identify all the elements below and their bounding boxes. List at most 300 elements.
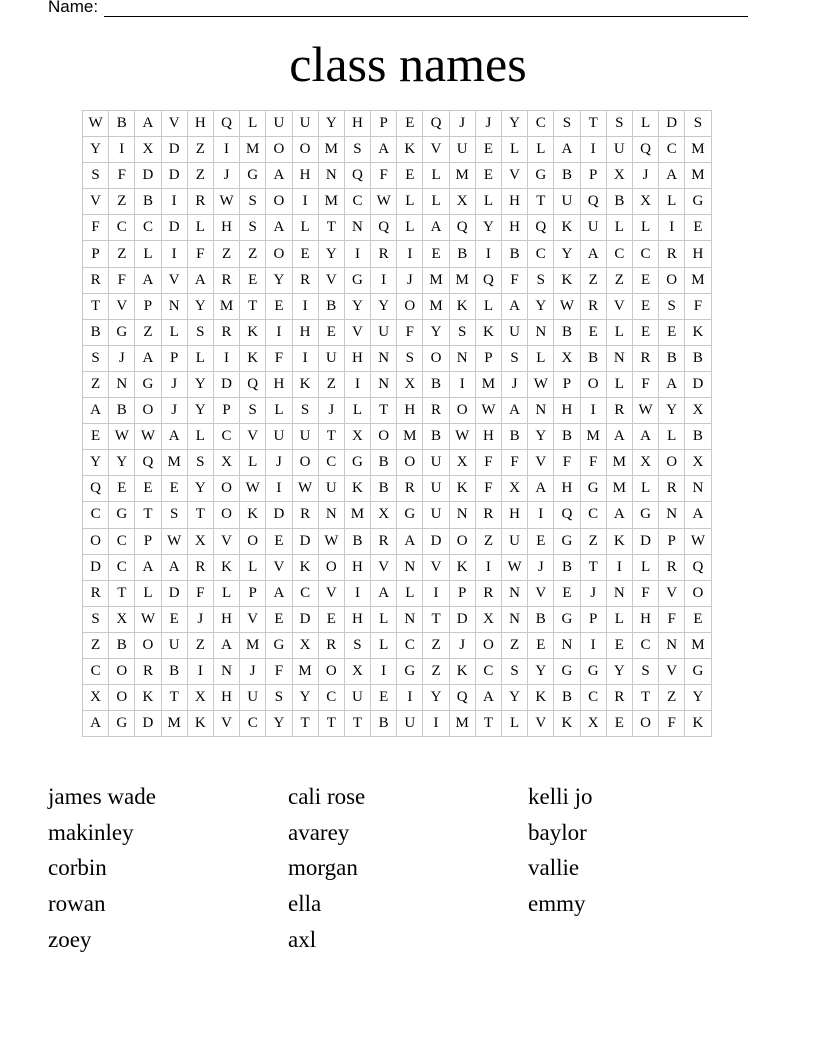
name-label: Name: bbox=[48, 0, 99, 16]
grid-cell: I bbox=[580, 137, 606, 163]
grid-cell: F bbox=[632, 371, 658, 397]
grid-cell: O bbox=[397, 293, 423, 319]
grid-cell: B bbox=[83, 319, 109, 345]
grid-cell: U bbox=[266, 111, 292, 137]
grid-cell: K bbox=[554, 215, 580, 241]
grid-cell: G bbox=[109, 502, 135, 528]
word-list-item: avarey bbox=[288, 819, 350, 845]
grid-cell: G bbox=[554, 658, 580, 684]
grid-cell: N bbox=[109, 371, 135, 397]
grid-cell: K bbox=[685, 711, 711, 737]
grid-cell: G bbox=[266, 632, 292, 658]
grid-cell: H bbox=[213, 606, 239, 632]
grid-row bbox=[83, 502, 712, 528]
grid-cell: C bbox=[344, 189, 370, 215]
grid-cell: I bbox=[580, 398, 606, 424]
grid-cell: O bbox=[449, 398, 475, 424]
word-list-item: vallie bbox=[528, 855, 580, 881]
grid-cell: G bbox=[685, 658, 711, 684]
grid-cell: G bbox=[135, 371, 161, 397]
grid-cell: W bbox=[318, 528, 344, 554]
grid-cell: T bbox=[83, 293, 109, 319]
grid-cell: L bbox=[475, 189, 501, 215]
grid-cell: O bbox=[475, 632, 501, 658]
grid-cell: J bbox=[318, 398, 344, 424]
grid-cell: K bbox=[240, 319, 266, 345]
grid-row bbox=[83, 554, 712, 580]
grid-cell: L bbox=[187, 424, 213, 450]
grid-cell: V bbox=[240, 606, 266, 632]
grid-cell: Y bbox=[344, 293, 370, 319]
grid-cell: U bbox=[423, 502, 449, 528]
grid-cell: Z bbox=[475, 528, 501, 554]
grid-cell: V bbox=[109, 293, 135, 319]
grid-cell: C bbox=[109, 215, 135, 241]
grid-cell: N bbox=[344, 215, 370, 241]
grid-cell: P bbox=[161, 345, 187, 371]
grid-cell: A bbox=[423, 215, 449, 241]
word-list-item: kelli jo bbox=[528, 784, 593, 809]
grid-cell: I bbox=[344, 241, 370, 267]
grid-cell: R bbox=[213, 319, 239, 345]
grid-cell: A bbox=[528, 476, 554, 502]
grid-cell: C bbox=[135, 215, 161, 241]
grid-cell: R bbox=[187, 554, 213, 580]
grid-cell: S bbox=[187, 450, 213, 476]
grid-cell: G bbox=[528, 163, 554, 189]
grid-cell: J bbox=[187, 606, 213, 632]
grid-cell: Z bbox=[187, 632, 213, 658]
grid-cell: E bbox=[554, 580, 580, 606]
grid-row bbox=[83, 189, 712, 215]
grid-cell: I bbox=[580, 632, 606, 658]
grid-cell: L bbox=[632, 476, 658, 502]
grid-cell: V bbox=[659, 580, 685, 606]
grid-cell: X bbox=[109, 606, 135, 632]
grid-cell: G bbox=[685, 189, 711, 215]
grid-cell: B bbox=[685, 424, 711, 450]
grid-cell: O bbox=[632, 711, 658, 737]
grid-cell: F bbox=[659, 606, 685, 632]
grid-cell: Z bbox=[580, 267, 606, 293]
grid-cell: P bbox=[659, 528, 685, 554]
grid-cell: G bbox=[397, 658, 423, 684]
grid-cell: B bbox=[371, 711, 397, 737]
grid-cell: A bbox=[371, 137, 397, 163]
grid-cell: U bbox=[554, 189, 580, 215]
name-field bbox=[48, 0, 748, 17]
grid-cell: K bbox=[606, 528, 632, 554]
grid-cell: Z bbox=[659, 685, 685, 711]
grid-cell: A bbox=[266, 580, 292, 606]
grid-cell: V bbox=[606, 293, 632, 319]
grid-cell: I bbox=[213, 137, 239, 163]
grid-cell: H bbox=[213, 215, 239, 241]
grid-cell: D bbox=[161, 215, 187, 241]
name-underline bbox=[104, 0, 748, 17]
grid-cell: X bbox=[580, 711, 606, 737]
grid-cell: Y bbox=[528, 293, 554, 319]
grid-cell: B bbox=[554, 319, 580, 345]
grid-cell: J bbox=[161, 398, 187, 424]
grid-cell: M bbox=[318, 137, 344, 163]
grid-cell: T bbox=[240, 293, 266, 319]
grid-cell: E bbox=[580, 319, 606, 345]
grid-cell: E bbox=[685, 215, 711, 241]
grid-cell: J bbox=[632, 163, 658, 189]
grid-cell: S bbox=[240, 215, 266, 241]
grid-cell: W bbox=[502, 554, 528, 580]
grid-cell: A bbox=[606, 424, 632, 450]
grid-cell: Z bbox=[606, 267, 632, 293]
grid-cell: N bbox=[213, 658, 239, 684]
grid-cell: A bbox=[685, 502, 711, 528]
grid-cell: I bbox=[528, 502, 554, 528]
grid-cell: B bbox=[554, 424, 580, 450]
grid-cell: A bbox=[266, 163, 292, 189]
grid-cell: B bbox=[109, 398, 135, 424]
grid-cell: O bbox=[449, 528, 475, 554]
grid-cell: L bbox=[528, 137, 554, 163]
grid-cell: W bbox=[371, 189, 397, 215]
grid-cell: M bbox=[161, 450, 187, 476]
grid-cell: X bbox=[344, 658, 370, 684]
grid-cell: Z bbox=[187, 163, 213, 189]
grid-cell: H bbox=[502, 502, 528, 528]
grid-cell: R bbox=[632, 345, 658, 371]
grid-cell: N bbox=[528, 398, 554, 424]
grid-cell: E bbox=[606, 711, 632, 737]
grid-cell: C bbox=[83, 658, 109, 684]
grid-cell: L bbox=[659, 189, 685, 215]
grid-cell: L bbox=[344, 398, 370, 424]
word-list-item: baylor bbox=[528, 819, 587, 845]
grid-cell: Q bbox=[685, 554, 711, 580]
grid-cell: P bbox=[83, 241, 109, 267]
grid-cell: B bbox=[344, 528, 370, 554]
grid-cell: N bbox=[318, 502, 344, 528]
grid-cell: F bbox=[475, 450, 501, 476]
grid-cell: N bbox=[371, 371, 397, 397]
grid-cell: O bbox=[266, 241, 292, 267]
grid-cell: L bbox=[213, 580, 239, 606]
grid-cell: J bbox=[449, 111, 475, 137]
grid-cell: K bbox=[449, 658, 475, 684]
grid-cell: M bbox=[580, 424, 606, 450]
grid-cell: C bbox=[83, 502, 109, 528]
grid-cell: A bbox=[83, 711, 109, 737]
grid-cell: Y bbox=[187, 371, 213, 397]
grid-cell: C bbox=[606, 241, 632, 267]
grid-cell: Y bbox=[187, 293, 213, 319]
grid-cell: A bbox=[554, 137, 580, 163]
grid-cell: R bbox=[292, 502, 318, 528]
grid-cell: B bbox=[502, 424, 528, 450]
grid-cell: N bbox=[528, 319, 554, 345]
grid-cell: Z bbox=[109, 189, 135, 215]
grid-cell: O bbox=[109, 685, 135, 711]
grid-cell: S bbox=[83, 606, 109, 632]
grid-cell: V bbox=[213, 528, 239, 554]
grid-cell: Q bbox=[449, 685, 475, 711]
grid-cell: E bbox=[528, 528, 554, 554]
grid-cell: U bbox=[240, 685, 266, 711]
grid-cell: N bbox=[397, 606, 423, 632]
grid-cell: R bbox=[371, 241, 397, 267]
grid-cell: O bbox=[266, 189, 292, 215]
grid-cell: W bbox=[475, 398, 501, 424]
grid-cell: H bbox=[502, 215, 528, 241]
grid-cell: U bbox=[580, 215, 606, 241]
grid-cell: A bbox=[135, 345, 161, 371]
grid-cell: Y bbox=[528, 424, 554, 450]
grid-cell: O bbox=[318, 554, 344, 580]
grid-cell: F bbox=[580, 450, 606, 476]
grid-cell: U bbox=[292, 111, 318, 137]
grid-cell: U bbox=[502, 528, 528, 554]
grid-cell: L bbox=[606, 606, 632, 632]
grid-cell: B bbox=[135, 189, 161, 215]
grid-cell: S bbox=[685, 111, 711, 137]
grid-cell: W bbox=[240, 476, 266, 502]
grid-cell: I bbox=[475, 554, 501, 580]
grid-cell: B bbox=[371, 450, 397, 476]
grid-cell: L bbox=[266, 398, 292, 424]
grid-cell: E bbox=[632, 293, 658, 319]
grid-row bbox=[83, 632, 712, 658]
grid-cell: F bbox=[659, 711, 685, 737]
grid-cell: Y bbox=[502, 685, 528, 711]
grid-cell: R bbox=[187, 189, 213, 215]
grid-cell: Y bbox=[423, 685, 449, 711]
grid-cell: C bbox=[240, 711, 266, 737]
grid-cell: L bbox=[187, 215, 213, 241]
grid-cell: F bbox=[187, 241, 213, 267]
grid-cell: Y bbox=[475, 215, 501, 241]
grid-cell: L bbox=[161, 319, 187, 345]
grid-cell: E bbox=[266, 293, 292, 319]
grid-cell: H bbox=[632, 606, 658, 632]
grid-cell: A bbox=[161, 424, 187, 450]
grid-cell: O bbox=[580, 371, 606, 397]
grid-cell: J bbox=[240, 658, 266, 684]
grid-cell: K bbox=[554, 711, 580, 737]
grid-cell: K bbox=[554, 267, 580, 293]
grid-cell: L bbox=[632, 111, 658, 137]
grid-cell: L bbox=[606, 371, 632, 397]
grid-cell: L bbox=[632, 215, 658, 241]
grid-cell: Y bbox=[502, 111, 528, 137]
grid-cell: Z bbox=[318, 371, 344, 397]
grid-cell: M bbox=[685, 163, 711, 189]
grid-cell: X bbox=[685, 398, 711, 424]
grid-cell: X bbox=[554, 345, 580, 371]
grid-cell: E bbox=[318, 606, 344, 632]
grid-cell: P bbox=[213, 398, 239, 424]
grid-cell: J bbox=[580, 580, 606, 606]
grid-cell: U bbox=[344, 685, 370, 711]
grid-cell: I bbox=[266, 476, 292, 502]
grid-row bbox=[83, 528, 712, 554]
grid-cell: B bbox=[685, 345, 711, 371]
grid-cell: Y bbox=[423, 319, 449, 345]
grid-cell: G bbox=[344, 450, 370, 476]
grid-cell: Z bbox=[580, 528, 606, 554]
grid-cell: N bbox=[502, 580, 528, 606]
grid-cell: D bbox=[659, 111, 685, 137]
grid-row bbox=[83, 267, 712, 293]
grid-cell: A bbox=[187, 267, 213, 293]
grid-cell: L bbox=[187, 345, 213, 371]
grid-cell: I bbox=[292, 293, 318, 319]
grid-cell: S bbox=[632, 658, 658, 684]
grid-cell: R bbox=[659, 241, 685, 267]
grid-cell: L bbox=[502, 711, 528, 737]
grid-cell: U bbox=[423, 450, 449, 476]
grid-cell: K bbox=[292, 371, 318, 397]
grid-cell: B bbox=[423, 424, 449, 450]
grid-cell: E bbox=[632, 319, 658, 345]
grid-cell: L bbox=[397, 580, 423, 606]
grid-row bbox=[83, 293, 712, 319]
grid-cell: U bbox=[318, 476, 344, 502]
grid-cell: X bbox=[606, 163, 632, 189]
grid-cell: I bbox=[266, 319, 292, 345]
grid-cell: B bbox=[606, 189, 632, 215]
grid-cell: V bbox=[659, 658, 685, 684]
grid-cell: V bbox=[423, 554, 449, 580]
grid-cell: D bbox=[292, 528, 318, 554]
grid-row bbox=[83, 711, 712, 737]
grid-cell: S bbox=[266, 685, 292, 711]
grid-cell: U bbox=[318, 345, 344, 371]
grid-cell: Q bbox=[632, 137, 658, 163]
grid-row bbox=[83, 658, 712, 684]
grid-cell: S bbox=[83, 345, 109, 371]
grid-cell: I bbox=[292, 345, 318, 371]
grid-cell: X bbox=[187, 685, 213, 711]
grid-cell: Q bbox=[83, 476, 109, 502]
grid-cell: T bbox=[528, 189, 554, 215]
grid-cell: U bbox=[161, 632, 187, 658]
grid-cell: H bbox=[502, 189, 528, 215]
grid-cell: L bbox=[135, 241, 161, 267]
grid-cell: F bbox=[83, 215, 109, 241]
grid-cell: F bbox=[685, 293, 711, 319]
grid-cell: C bbox=[659, 137, 685, 163]
grid-cell: D bbox=[292, 606, 318, 632]
grid-cell: U bbox=[266, 424, 292, 450]
grid-cell: M bbox=[606, 450, 632, 476]
grid-cell: Q bbox=[344, 163, 370, 189]
grid-cell: N bbox=[449, 502, 475, 528]
grid-cell: N bbox=[606, 580, 632, 606]
word-list-item: cali rose bbox=[288, 784, 366, 809]
grid-cell: F bbox=[554, 450, 580, 476]
grid-cell: B bbox=[371, 476, 397, 502]
grid-cell: K bbox=[397, 137, 423, 163]
grid-cell: A bbox=[135, 554, 161, 580]
grid-cell: S bbox=[83, 163, 109, 189]
grid-cell: A bbox=[371, 580, 397, 606]
grid-cell: M bbox=[318, 189, 344, 215]
grid-cell: H bbox=[344, 111, 370, 137]
grid-cell: X bbox=[292, 632, 318, 658]
grid-cell: W bbox=[135, 606, 161, 632]
grid-cell: L bbox=[659, 424, 685, 450]
grid-cell: M bbox=[161, 711, 187, 737]
grid-cell: N bbox=[371, 345, 397, 371]
grid-cell: U bbox=[423, 476, 449, 502]
grid-cell: Y bbox=[266, 267, 292, 293]
grid-cell: M bbox=[292, 658, 318, 684]
grid-cell: C bbox=[580, 685, 606, 711]
grid-cell: Q bbox=[528, 215, 554, 241]
grid-cell: A bbox=[161, 554, 187, 580]
grid-cell: T bbox=[371, 398, 397, 424]
grid-cell: G bbox=[344, 267, 370, 293]
grid-cell: C bbox=[528, 111, 554, 137]
grid-cell: B bbox=[554, 554, 580, 580]
grid-cell: D bbox=[423, 528, 449, 554]
grid-cell: O bbox=[318, 658, 344, 684]
grid-cell: A bbox=[632, 424, 658, 450]
grid-cell: J bbox=[397, 267, 423, 293]
grid-cell: C bbox=[109, 528, 135, 554]
grid-cell: O bbox=[109, 658, 135, 684]
grid-cell: T bbox=[475, 711, 501, 737]
grid-cell: E bbox=[528, 632, 554, 658]
grid-cell: E bbox=[371, 685, 397, 711]
grid-cell: P bbox=[580, 606, 606, 632]
grid-cell: L bbox=[606, 215, 632, 241]
grid-cell: Y bbox=[266, 711, 292, 737]
word-list-item: axl bbox=[288, 926, 317, 952]
grid-cell: M bbox=[423, 293, 449, 319]
grid-cell: D bbox=[161, 137, 187, 163]
grid-cell: I bbox=[397, 241, 423, 267]
grid-cell: G bbox=[554, 606, 580, 632]
grid-cell: F bbox=[109, 163, 135, 189]
grid-cell: V bbox=[344, 319, 370, 345]
grid-cell: E bbox=[397, 111, 423, 137]
grid-cell: S bbox=[344, 632, 370, 658]
grid-cell: C bbox=[213, 424, 239, 450]
grid-cell: I bbox=[423, 711, 449, 737]
grid-cell: B bbox=[659, 345, 685, 371]
grid-cell: E bbox=[240, 267, 266, 293]
grid-cell: W bbox=[135, 424, 161, 450]
grid-cell: S bbox=[449, 319, 475, 345]
grid-cell: N bbox=[502, 606, 528, 632]
grid-cell: I bbox=[161, 241, 187, 267]
grid-cell: P bbox=[135, 293, 161, 319]
grid-cell: I bbox=[475, 241, 501, 267]
word-list-item: ella bbox=[288, 891, 322, 917]
grid-cell: M bbox=[397, 424, 423, 450]
grid-cell: G bbox=[109, 711, 135, 737]
grid-cell: V bbox=[161, 111, 187, 137]
grid-cell: K bbox=[685, 319, 711, 345]
grid-cell: I bbox=[344, 371, 370, 397]
grid-cell: A bbox=[397, 528, 423, 554]
grid-cell: G bbox=[580, 476, 606, 502]
grid-cell: H bbox=[292, 163, 318, 189]
grid-cell: Y bbox=[659, 398, 685, 424]
grid-cell: V bbox=[213, 711, 239, 737]
grid-cell: Z bbox=[83, 632, 109, 658]
grid-cell: Y bbox=[109, 450, 135, 476]
